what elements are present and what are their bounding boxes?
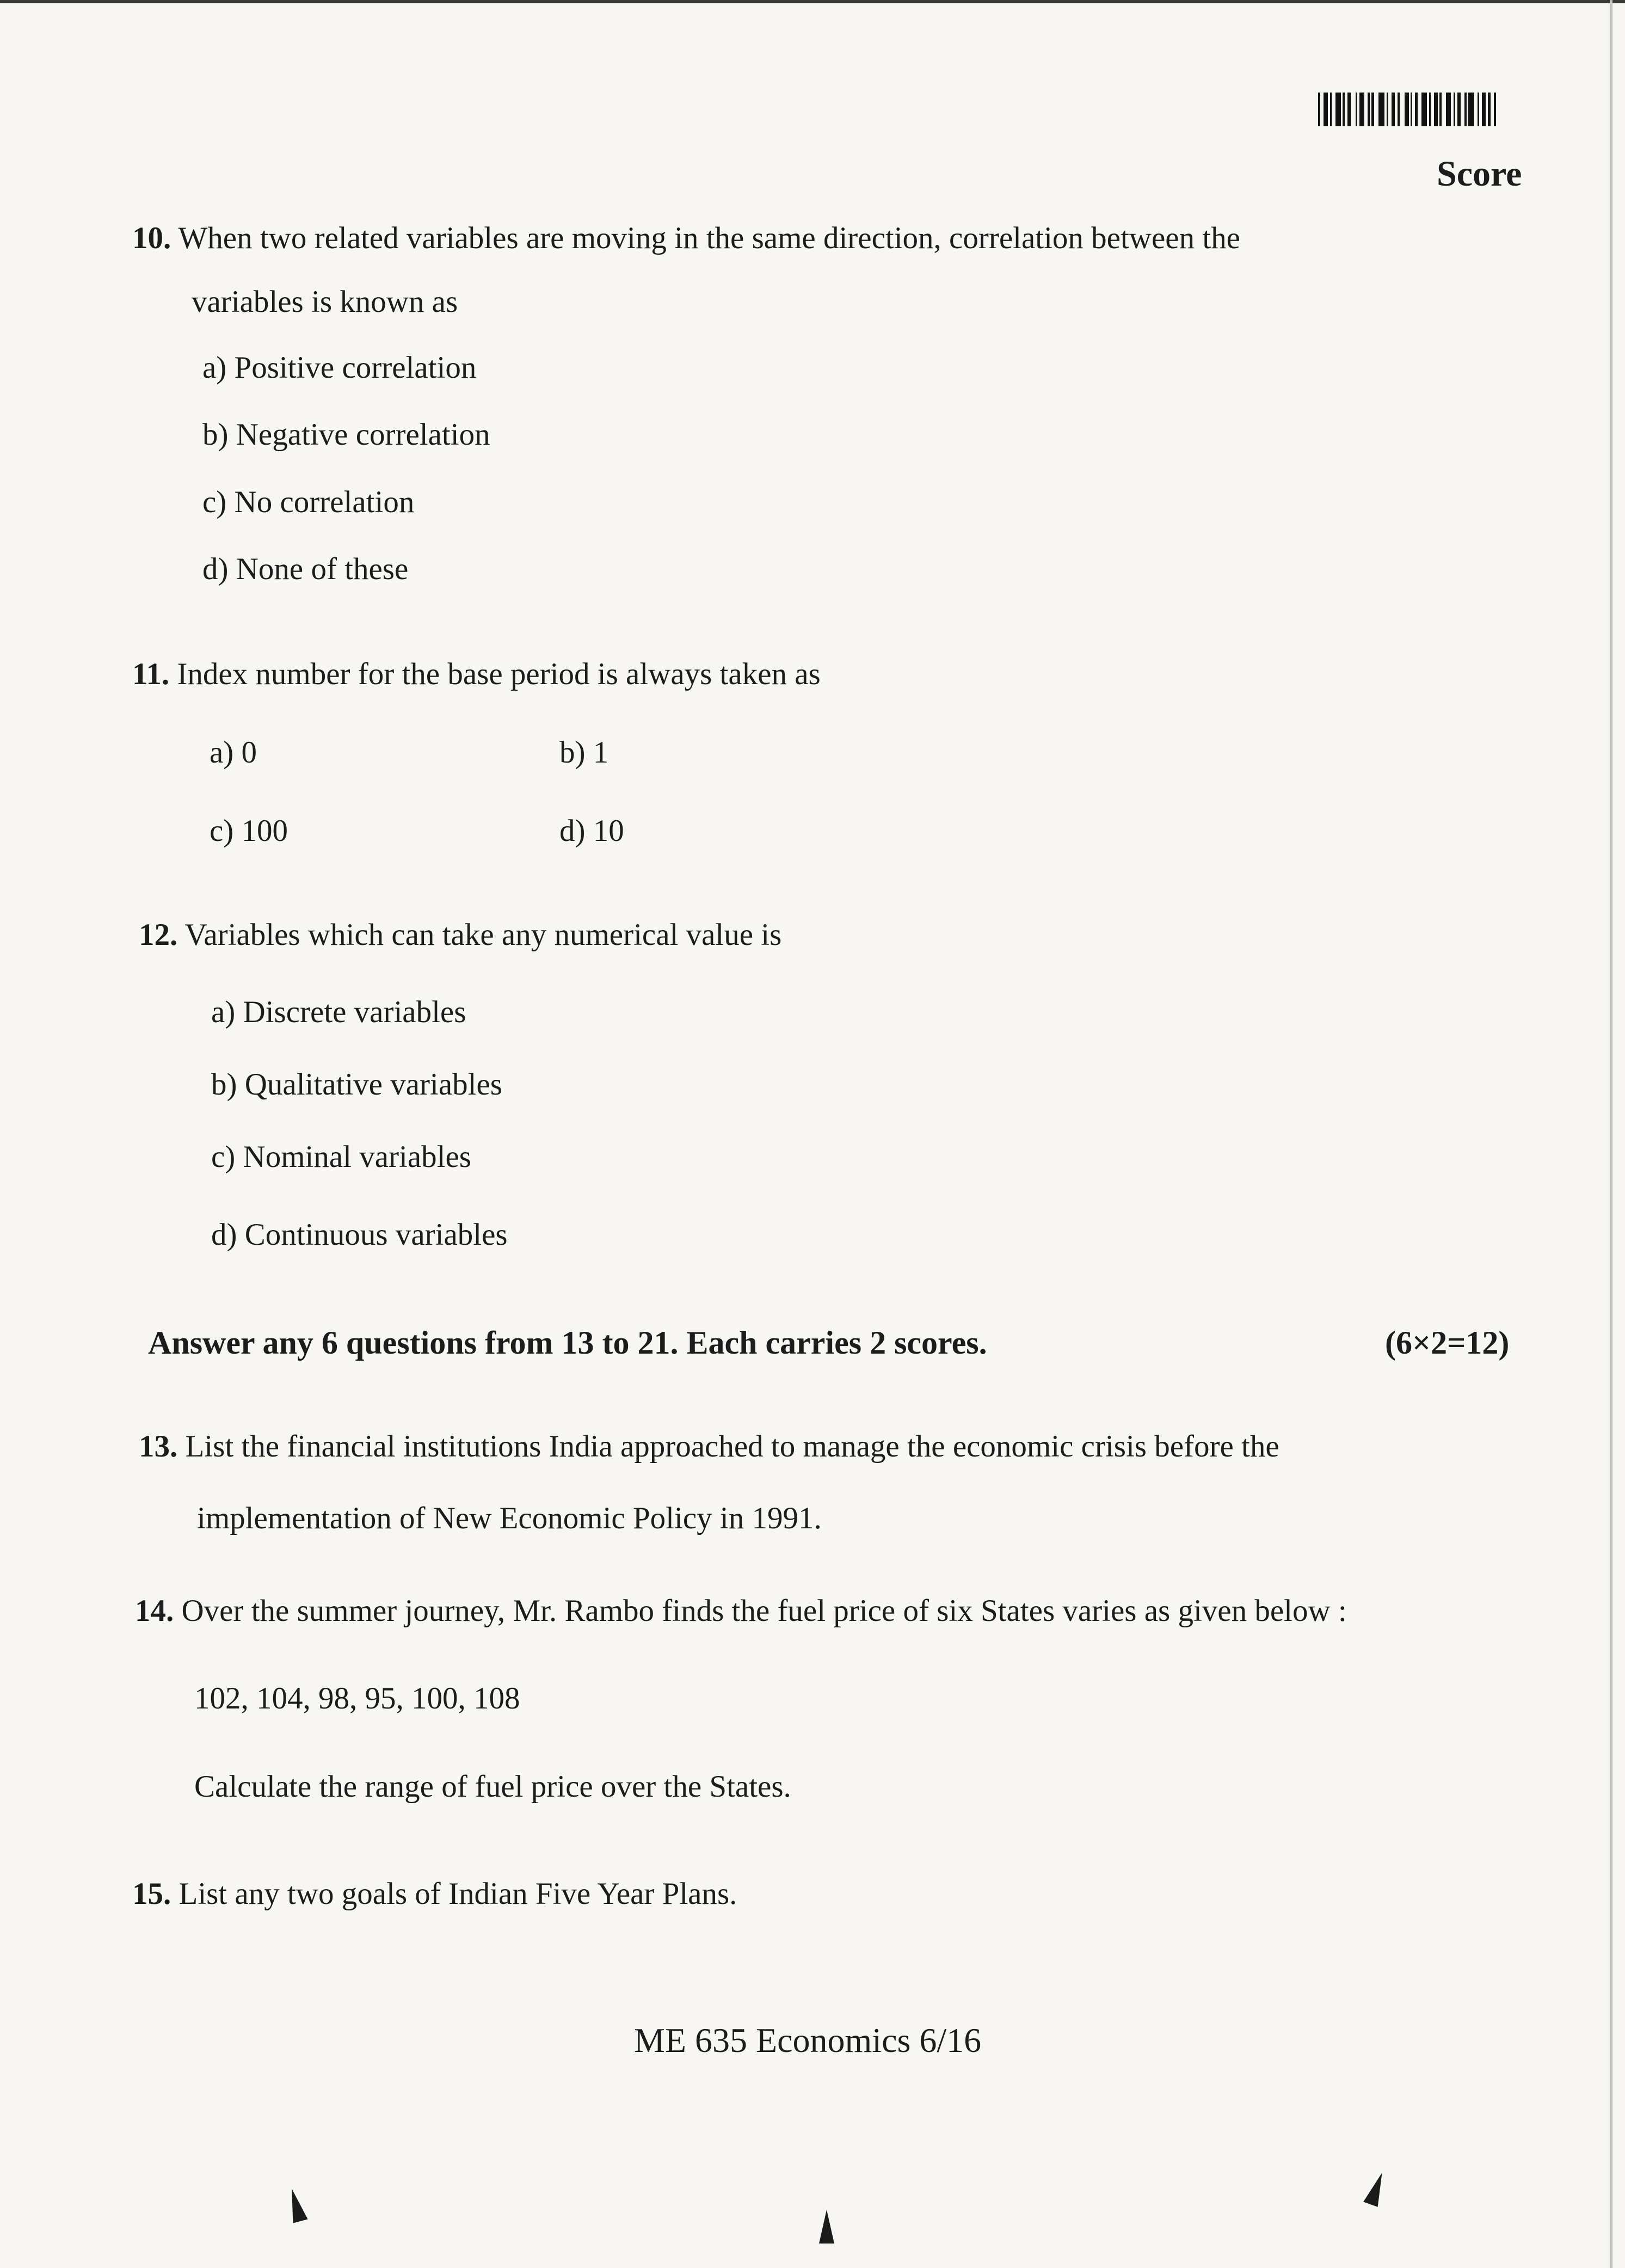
q11-option-b: b) 1 [559,735,609,770]
question-15 [132,1876,737,1911]
q12-option-c: c) Nominal variables [211,1140,471,1174]
question-text: Variables which can take any numerical value is [184,918,782,952]
alignment-mark-left [284,2186,307,2223]
question-number: 15. [132,1877,171,1911]
question-text: List any two goals of Indian Five Year Plans. [178,1877,737,1911]
question-10-line2: variables is known as [192,285,458,319]
alignment-mark-center [819,2210,834,2244]
question-14-line3: Calculate the range of fuel price over the States. [194,1769,791,1804]
question-text: List the financial institutions India approached to manage the economic crisis before the [185,1429,1279,1464]
question-text: When two related variables are moving in the same direction, correlation between the [178,221,1240,255]
section-marks: (6×2=12) [1385,1325,1510,1361]
top-border [0,0,1625,3]
question-number: 13. [139,1429,178,1464]
q10-option-d: d) None of these [202,552,409,586]
page-edge [1610,0,1612,2268]
question-text: Index number for the base period is always taken as [177,657,821,691]
question-number: 11. [132,657,170,691]
q11-option-a: a) 0 [210,735,257,770]
question-number: 14. [135,1594,174,1628]
section-instruction: Answer any 6 questions from 13 to 21. Each carries 2 scores. [148,1325,987,1361]
question-12 [139,917,781,952]
alignment-mark-right [1363,2170,1389,2207]
question-number: 12. [139,918,178,952]
q10-option-a: a) Positive correlation [202,351,477,385]
q10-option-b: b) Negative correlation [202,417,490,452]
question-14-data: 102, 104, 98, 95, 100, 108 [194,1681,520,1716]
q12-option-a: a) Discrete variables [211,995,466,1029]
q11-option-c: c) 100 [210,814,288,848]
question-11 [132,656,821,692]
q12-option-b: b) Qualitative variables [211,1067,502,1102]
question-13 [139,1429,1279,1464]
q10-option-c: c) No correlation [202,485,415,519]
q11-option-d: d) 10 [559,814,624,848]
score-label: Score [1437,154,1522,194]
question-number: 10. [132,221,171,255]
page-footer: ME 635 Economics 6/16 [634,2021,982,2060]
barcode-image [1318,93,1540,126]
question-text: Over the summer journey, Mr. Rambo finds the fuel price of six States varies as given below : [181,1594,1347,1628]
question-13-line2: implementation of New Economic Policy in 1991. [197,1501,822,1535]
question-10 [132,220,1240,256]
question-14 [135,1593,1347,1628]
q12-option-d: d) Continuous variables [211,1218,508,1252]
